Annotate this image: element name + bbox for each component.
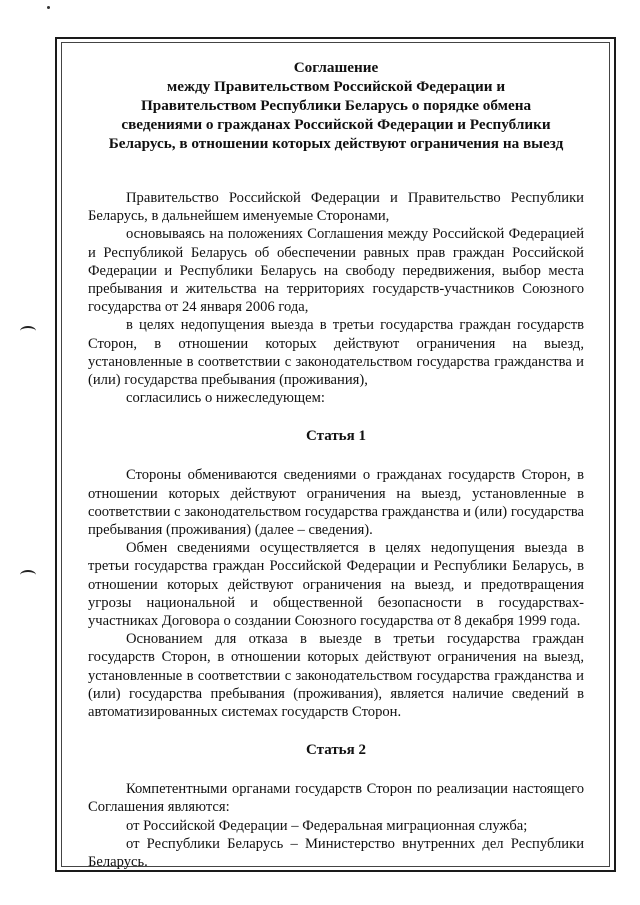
title-line: сведениями о гражданах Российской Федерации и Республики bbox=[121, 116, 551, 133]
article-1-paragraph: Основанием для отказа в выезде в третьи государства граждан государств Сторон, в отношении которых действуют ограничения на выезд, установленные в соответствии с законодательством государства гражданства и (или) государства пребывания (проживания), является наличие сведений в автоматизированных системах государств Сторон. bbox=[88, 631, 584, 721]
article-2-paragraph: от Республики Беларусь – Министерство внутренних дел Республики Беларусь. bbox=[88, 835, 584, 871]
preamble-paragraph: согласились о нижеследующем: bbox=[126, 390, 325, 407]
title-line: Правительством Республики Беларусь о порядке обмена bbox=[140, 97, 532, 114]
article-2-paragraph: от Российской Федерации – Федеральная миграционная служба; bbox=[126, 817, 528, 834]
document-body bbox=[88, 58, 584, 871]
preamble-paragraph: в целях недопущения выезда в третьи государства граждан государств Сторон, в отношении которых действуют ограничения на выезд, установленные в соответствии с законодательством государства гражданства и (или) государства пребывания (проживания), bbox=[88, 317, 584, 389]
preamble-paragraph: Правительство Российской Федерации и Правительство Республики Беларусь, в дальнейшем именуемые Сторонами, bbox=[88, 190, 584, 225]
punch-hole-mark-top bbox=[20, 326, 36, 336]
title-line: Беларусь, в отношении которых действуют ограничения на выезд bbox=[108, 135, 564, 152]
scan-speck bbox=[47, 6, 50, 9]
article-1-paragraph: Обмен сведениями осуществляется в целях недопущения выезда в третьи государства граждан Российской Федерации и Республики Беларусь, в отношении которых действуют ограничения на выезд, и предотвращения угрозы национальной и общественной безопасности в государствах-участниках Договора о создании Союзного государства от 8 декабря 1999 года. bbox=[88, 540, 584, 630]
preamble-paragraph: основываясь на положениях Соглашения между Российской Федерацией и Республикой Беларусь об обеспечении равных прав граждан Российской Федерации и Республики Беларусь на свободу передвижения, выбор места пребывания и жительства на территориях государств-участников Союзного государства от 24 января 2006 года, bbox=[88, 226, 584, 316]
article-1-heading: Статья 1 bbox=[306, 428, 366, 445]
article-2-paragraph: Компетентными органами государств Сторон по реализации настоящего Соглашения являются: bbox=[88, 781, 584, 816]
title-line: между Правительством Российской Федерации и bbox=[166, 78, 506, 95]
article-1-paragraph: Стороны обмениваются сведениями о гражданах государств Сторон, в отношении которых действуют ограничения на выезд, установленные в соответствии с законодательством государства гражданства и (или) государства пребывания (проживания) (далее – сведения). bbox=[88, 467, 584, 539]
title-line: Соглашение bbox=[293, 59, 379, 76]
punch-hole-mark-bottom bbox=[20, 570, 36, 580]
document-title bbox=[88, 58, 584, 153]
article-2-heading: Статья 2 bbox=[306, 742, 366, 759]
